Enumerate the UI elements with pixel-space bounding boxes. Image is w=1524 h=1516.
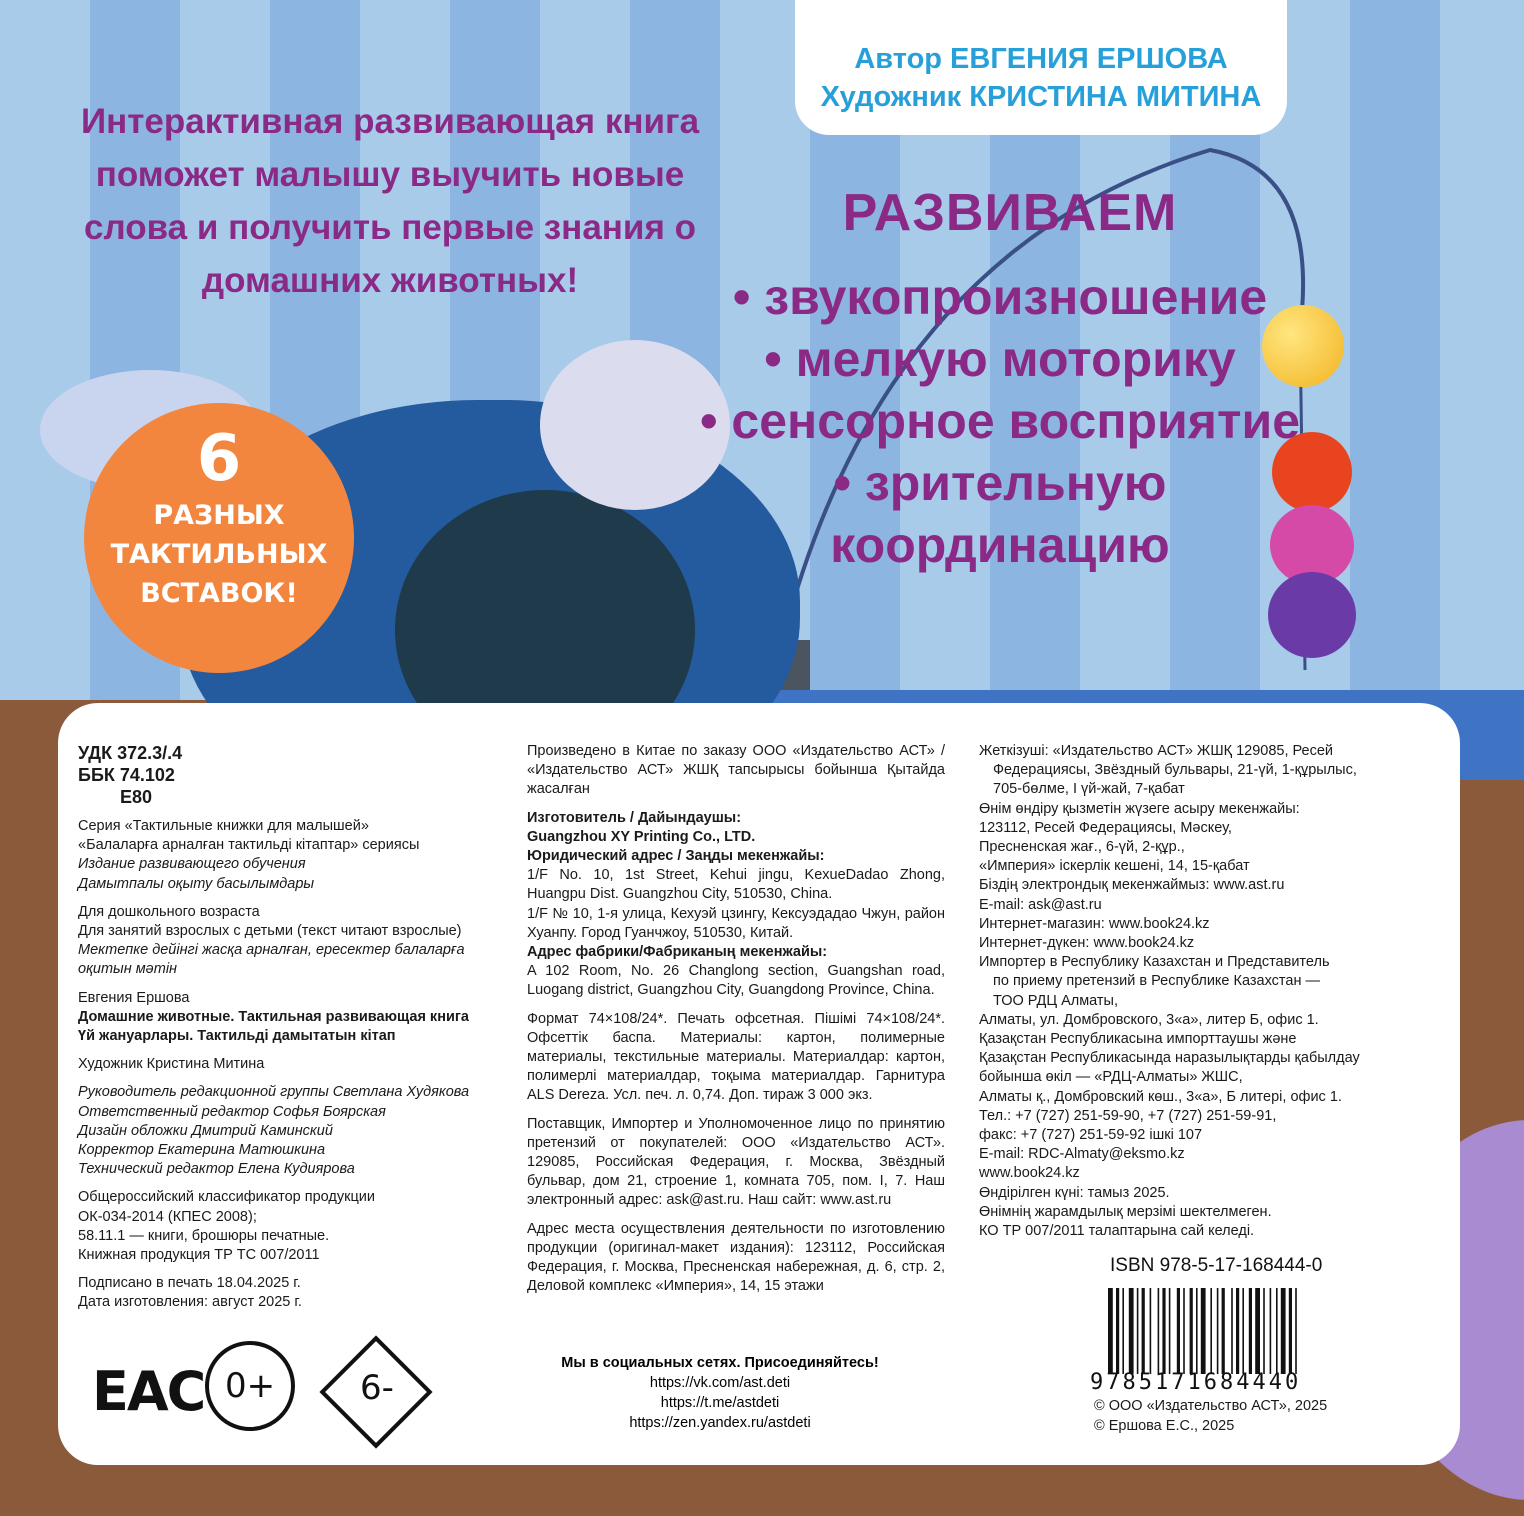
classifier: Общероссийский классификатор продукции — [78, 1189, 375, 1206]
copyright — [1094, 1396, 1327, 1436]
vk-link[interactable]: https://vk.com/ast.deti — [649, 1375, 791, 1391]
badge-line: РАЗНЫХ — [153, 500, 285, 531]
edition: Издание развивающего обучения — [78, 856, 306, 873]
kz-line: бойынша өкіл — «РДЦ-Алматы» ЖШС, — [979, 1069, 1243, 1086]
barcode-bar — [1263, 1288, 1265, 1374]
kz-line: Жеткізуші: «Издательство АСТ» ЖШҚ 129085, Ресей — [979, 743, 1334, 759]
badge-line: ВСТАВОК! — [140, 578, 298, 609]
develop-item: • мелкую моторику — [764, 331, 1236, 387]
kz-line: Интернет-магазин: www.book24.kz — [979, 915, 1210, 932]
badge-line: ТАКТИЛЬНЫХ — [110, 539, 328, 570]
imprint-column-1 — [78, 742, 498, 1313]
develop-item: • сенсорное восприятие — [700, 393, 1300, 449]
tactile-badge — [84, 403, 354, 673]
kz-line: Импортер в Республику Казахстан и Представитель — [979, 954, 1330, 971]
kz-line: Біздің электрондық мекенжаймыз: www.ast.ru — [979, 877, 1285, 894]
kz-line: Алматы, ул. Домбровского, 3«а», литер Б, офис 1. — [979, 1011, 1319, 1028]
barcode-bar — [1236, 1288, 1239, 1374]
isbn: ISBN 978-5-17-168444-0 — [1110, 1255, 1323, 1276]
staff: Руководитель редакционной группы Светлана Худякова — [78, 1084, 470, 1101]
social-title: Мы в социальных сетях. Присоединяйтесь! — [561, 1355, 879, 1371]
barcode-bar — [1150, 1288, 1152, 1374]
author-name: Евгения Ершова — [78, 989, 190, 1006]
develop-title: РАЗВИВАЕМ — [842, 184, 1178, 242]
edition-kz: Дамытпалы оқыту басылымдары — [78, 875, 315, 892]
format-info: Формат 74×108/24*. Печать офсетная. Пішімі 74×108/24*. Офсеттік баспа. Материалы: картон, полимерные материалы, текстильные материалы. Материалдар: картон, полимерлі материалдар, тоқыма материалдар. Гарнитура ALS Dereza. Усл. печ. л. 0,74. Доп. тираж 3 000 экз. — [527, 1010, 945, 1104]
author-line: Автор ЕВГЕНИЯ ЕРШОВА — [854, 43, 1228, 75]
legal-address-en: 1/F No. 10, 1st Street, Kehui jingu, KexueDadao Zhong, Huangpu Dist. Guangzhou City, 510530, China. — [527, 867, 945, 903]
badge-number: 6 — [196, 422, 242, 496]
kz-line: Пресненская жағ., 6-үй, 2-құр., — [979, 839, 1185, 856]
signed-date: Подписано в печать 18.04.2025 г. — [78, 1275, 301, 1292]
barcode-bar — [1289, 1288, 1292, 1374]
barcode-bar — [1281, 1288, 1286, 1374]
kz-line: 705-бөлме, I үй-жай, 7-қабат — [993, 781, 1185, 798]
kz-line: КО ТР 007/2011 талаптарына сай келеді. — [979, 1223, 1255, 1240]
kz-line: факс: +7 (727) 251-59-92 ішкі 107 — [979, 1127, 1203, 1144]
kz-line: www.book24.kz — [979, 1165, 1080, 1182]
develop-item: • звукопроизношение — [732, 269, 1268, 325]
barcode-bar — [1177, 1288, 1180, 1374]
staff: Ответственный редактор Софья Боярская — [78, 1103, 386, 1120]
kz-line: ТОО РДЦ Алматы, — [993, 992, 1119, 1009]
age-0-plus-icon: 0+ — [205, 1341, 295, 1431]
barcode-bar — [1231, 1288, 1233, 1374]
barcode-bar — [1183, 1288, 1185, 1374]
credits — [795, 40, 1287, 116]
kz-line: Өндірілген күні: тамыз 2025. — [979, 1184, 1170, 1201]
purple-pompom — [1268, 572, 1356, 658]
barcode-bar — [1196, 1288, 1198, 1374]
production-date: Дата изготовления: август 2025 г. — [78, 1294, 302, 1311]
author-code: Е80 — [120, 787, 153, 807]
barcode-bar — [1137, 1288, 1139, 1374]
kz-line: Тел.: +7 (727) 251-59-90, +7 (727) 251-59-91, — [979, 1107, 1277, 1124]
barcode-bar — [1108, 1288, 1113, 1374]
age-note: Для занятий взрослых с детьми (текст читают взрослые) — [78, 923, 462, 940]
classifier: 58.11.1 — книги, брошюры печатные. — [78, 1227, 330, 1244]
imprint-column-2 — [527, 742, 945, 1296]
telegram-link[interactable]: https://t.me/astdeti — [660, 1395, 780, 1411]
classifier: Книжная продукция ТР ТС 007/2011 — [78, 1247, 320, 1264]
barcode-bar — [1116, 1288, 1119, 1374]
kz-line: Интернет-дүкен: www.book24.kz — [979, 935, 1195, 952]
kz-line: E-mail: ask@ast.ru — [979, 896, 1102, 913]
book-title: Домашние животные. Тактильная развивающая книга — [78, 1008, 469, 1025]
staff: Дизайн обложки Дмитрий Каминский — [78, 1122, 333, 1139]
barcode-digits: 9785171684440 — [1090, 1370, 1302, 1395]
barcode-bar — [1249, 1288, 1252, 1374]
manufacturer-heading: Изготовитель / Дайындаушы: — [527, 809, 742, 826]
kz-line: «Империя» іскерлік кешені, 14, 15-қабат — [979, 858, 1250, 875]
book-title-kz: Үй жануарлары. Тактильді дамытатын кітап — [78, 1028, 396, 1045]
legal-address-ru: 1/F № 10, 1-я улица, Кехуэй цзингу, Кексуэдадао Чжун, район Хуанпу. Город Гуанчжоу, 510530, Китай. — [527, 905, 945, 941]
barcode-bar — [1122, 1288, 1124, 1374]
copyright-author: © Ершова Е.С., 2025 — [1094, 1418, 1235, 1434]
staff: Корректор Екатерина Матюшкина — [78, 1142, 326, 1159]
zen-link[interactable]: https://zen.yandex.ru/astdeti — [629, 1415, 811, 1431]
supplier-info: Поставщик, Импортер и Уполномоченное лицо по принятию претензий от покупателей: ООО «Издательство АСТ». 129085, Российская Федерация, г. Москва, Звёздный бульвар, дом 21, строение 1, комната 705, пом. I, 7. Наш электронный адрес: ask@ast.ru. Наш сайт: www.ast.ru — [527, 1115, 945, 1209]
intro-text: Интерактивная развивающая книга поможет малышу выучить новые слова и получить первые знания о домашних животных! — [80, 102, 700, 300]
kz-line: Өнімнің жарамдылық мерзімі шектелмеген. — [979, 1203, 1272, 1220]
barcode-bar — [1255, 1288, 1260, 1374]
copyright-publisher: © ООО «Издательство АСТ», 2025 — [1094, 1398, 1328, 1414]
barcode-bar — [1129, 1288, 1134, 1374]
barcode-bar — [1295, 1288, 1297, 1374]
artist-line: Художник КРИСТИНА МИТИНА — [820, 81, 1262, 113]
legal-address-heading: Юридический адрес / Заңды мекенжайы: — [527, 848, 825, 865]
series-kz: «Балаларға арналған тактильді кітаптар» сериясы — [78, 837, 420, 854]
made-in-china: Произведено в Китае по заказу ООО «Издательство АСТ» / «Издательство АСТ» ЖШҚ тапсырысы бойынша Қытайда жасалған — [527, 743, 945, 798]
udk: УДК 372.3/.4 — [78, 743, 183, 763]
kz-line: Қазақстан Республикасына импорттаушы және — [979, 1031, 1297, 1048]
barcode-bar — [1201, 1288, 1206, 1374]
kz-line: Федерациясы, Звёздный бульвары, 21-үй, 1-құрылыс, — [993, 762, 1357, 779]
staff: Технический редактор Елена Кудиярова — [78, 1161, 355, 1178]
artist: Художник Кристина Митина — [78, 1056, 265, 1073]
barcode-bar — [1169, 1288, 1171, 1374]
kz-line: 123112, Ресей Федерациясы, Мәскеу, — [979, 819, 1232, 836]
age-6-minus-label: 6- — [360, 1368, 394, 1408]
bbk: ББК 74.102 — [78, 765, 175, 785]
barcode-bar — [1210, 1288, 1212, 1374]
manufacturer-name: Guangzhou XY Printing Co., LTD. — [527, 828, 756, 845]
age-note-kz: Мектепке дейінгі жасқа арналған, ересектер балаларға оқитын мәтін — [78, 942, 465, 978]
kz-line: Өнім өндіру қызметін жүзеге асыру мекенжайы: — [979, 800, 1300, 817]
barcode-bar — [1158, 1288, 1160, 1374]
factory-address: A 102 Room, No. 26 Changlong section, Guangshan road, Luogang district, Guangzhou City, Guangdong Province, China. — [527, 963, 945, 999]
barcode-bar — [1222, 1288, 1225, 1374]
barcode-bar — [1190, 1288, 1193, 1374]
barcode-bar — [1217, 1288, 1219, 1374]
classifier: ОК-034-2014 (КПЕС 2008); — [78, 1208, 257, 1225]
factory-address-heading: Адрес фабрики/Фабриканың мекенжайы: — [527, 944, 828, 961]
production-address: Адрес места осуществления деятельности по изготовлению продукции (оригинал-макет издания): 123112, Российская Федерация, г. Москва, Пресненская набережная, д. 6, стр. 2, Деловой комплекс «Империя», 14, 15 этажи — [527, 1220, 945, 1295]
barcode-bar — [1276, 1288, 1278, 1374]
kz-line: Қазақстан Республикасында наразылықтарды қабылдау — [979, 1050, 1360, 1067]
barcode-bar — [1142, 1288, 1145, 1374]
barcode-bar — [1270, 1288, 1272, 1374]
barcode-bar — [1162, 1288, 1165, 1374]
develop-item: • зрительную координацию — [830, 455, 1170, 573]
social-links — [510, 1353, 930, 1433]
eac-mark-icon: EAC — [92, 1360, 205, 1423]
kz-line: по приему претензий в Республике Казахстан — — [993, 973, 1320, 990]
imprint-column-3 — [979, 742, 1399, 1241]
age: Для дошкольного возраста — [78, 903, 260, 920]
barcode — [1108, 1288, 1356, 1376]
series: Серия «Тактильные книжки для малышей» — [78, 818, 369, 834]
barcode-bar — [1242, 1288, 1244, 1374]
kz-line: Алматы қ., Домбровский көш., 3«а», Б литері, офис 1. — [979, 1088, 1342, 1105]
develop-list — [690, 266, 1310, 576]
kz-line: E-mail: RDC-Almaty@eksmo.kz — [979, 1146, 1185, 1163]
